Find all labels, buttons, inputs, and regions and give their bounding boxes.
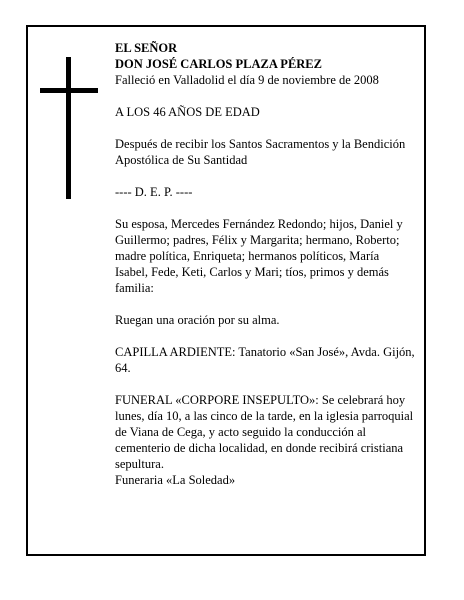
family-list: Su esposa, Mercedes Fernández Redondo; hijos, Daniel y Guillermo; padres, Félix y Margarita; hermano, Roberto; madre política, Enriqueta; hermanos políticos, María Isabel, Fede, Keti, Carlos y Mari; tíos, primos y demás familia:: [115, 217, 403, 295]
sacraments-line: Después de recibir los Santos Sacramentos y la Bendición Apostólica de Su Santidad: [115, 137, 406, 167]
funeral-home: Funeraria «La Soledad»: [115, 473, 236, 487]
chapel-details: CAPILLA ARDIENTE: Tanatorio «San José», Avda. Gijón, 64.: [115, 345, 415, 375]
cross-vertical-bar: [66, 57, 71, 199]
death-details: Falleció en Valladolid el día 9 de noviembre de 2008: [115, 73, 379, 87]
deceased-name: DON JOSÉ CARLOS PLAZA PÉREZ: [115, 57, 322, 71]
obituary-notice: [26, 25, 426, 556]
prayer-request: Ruegan una oración por su alma.: [115, 313, 280, 327]
notice-title-line-1: EL SEÑOR: [115, 41, 178, 55]
notice-text: [115, 40, 415, 488]
funeral-details: FUNERAL «CORPORE INSEPULTO»: Se celebrará hoy lunes, día 10, a las cinco de la tarde, en la iglesia parroquial de Viana de Cega, y acto seguido la conducción al cementerio de dicha localidad, en donde recibirá cristiana sepultura.: [115, 393, 414, 471]
age-line: A LOS 46 AÑOS DE EDAD: [115, 105, 260, 119]
cross-horizontal-bar: [40, 88, 98, 93]
cross-icon: [40, 57, 98, 199]
rip-line: ---- D. E. P. ----: [115, 185, 193, 199]
